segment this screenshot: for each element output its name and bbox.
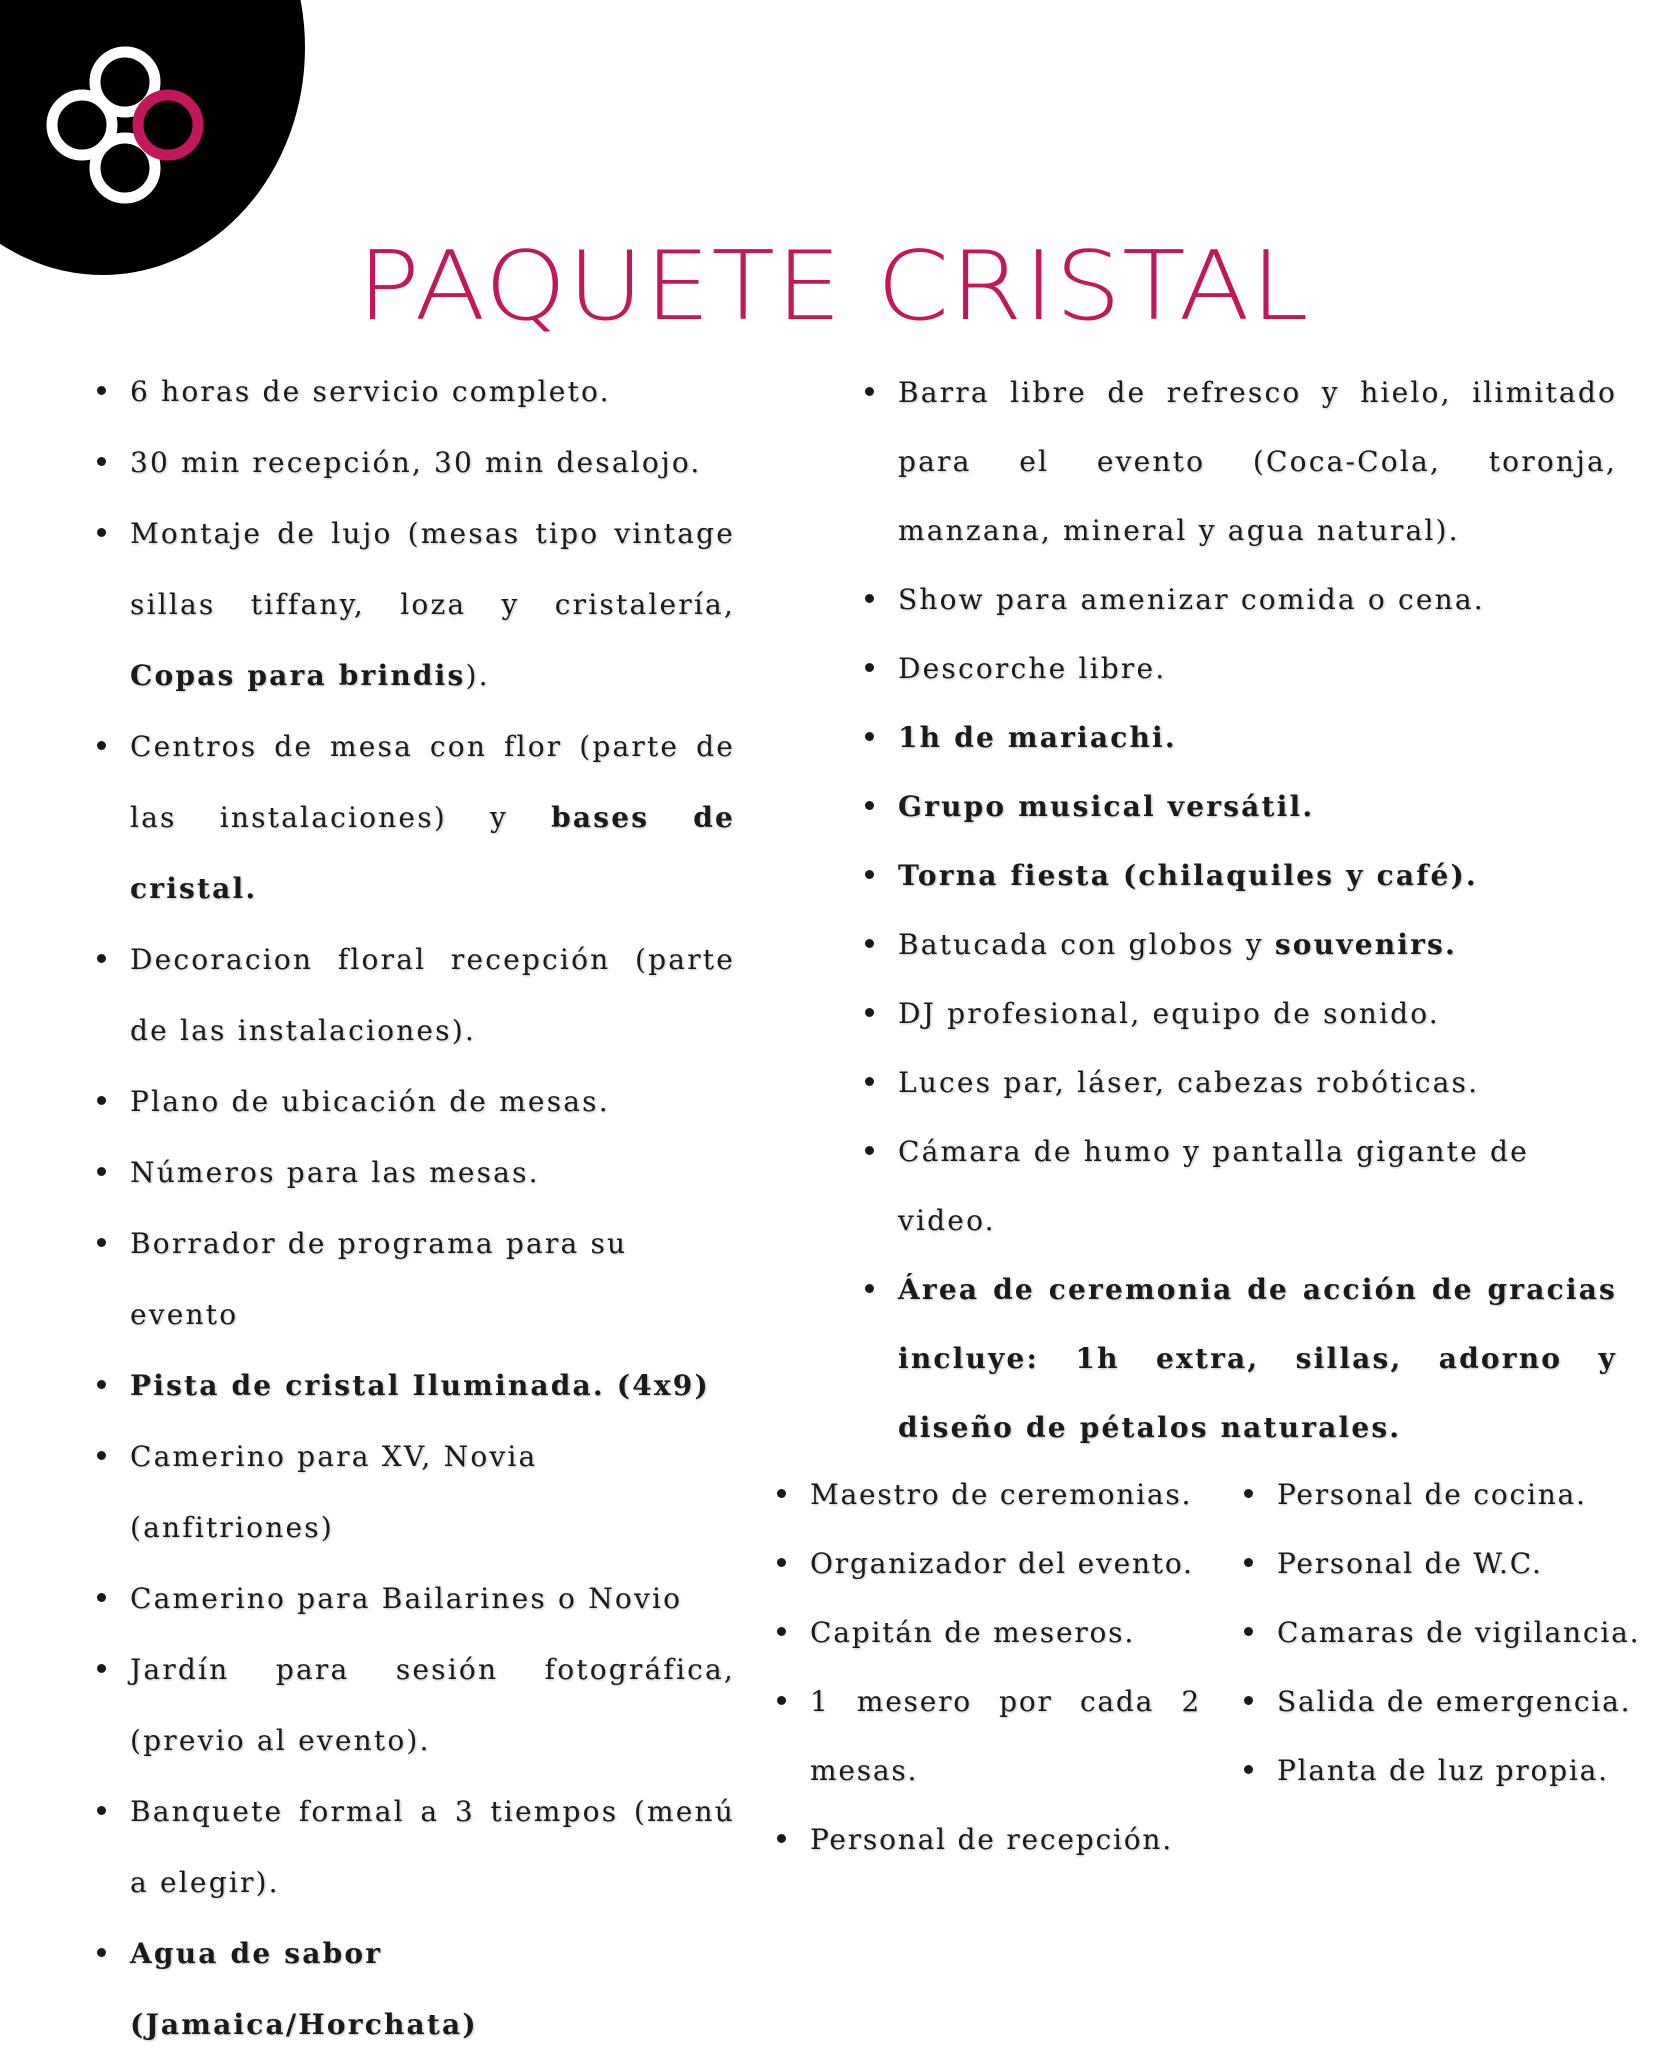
list-item [1244, 1667, 1644, 1736]
list-item [865, 703, 1617, 772]
item-text: Personal de recepción. [810, 1823, 1173, 1856]
item-text: Decoracion floral recepción (parte de las instalaciones). [130, 943, 735, 1047]
item-text: ). [465, 659, 490, 692]
list-item [97, 1421, 735, 1563]
item-text: 30 min recepción, 30 min desalojo. [130, 446, 702, 479]
item-text: Personal de cocina. [1277, 1478, 1587, 1511]
item-text: Montaje de lujo (mesas tipo vintage sillas tiffany, loza y cristalería, [130, 517, 735, 621]
list-item [865, 634, 1617, 703]
item-text: Camerino para Bailarines o Novio [130, 1582, 683, 1615]
list-item [777, 1667, 1201, 1805]
item-text: Show para amenizar comida o cena. [898, 583, 1485, 616]
interlocking-loops-icon [30, 30, 220, 220]
item-text: DJ profesional, equipo de sonido. [898, 997, 1440, 1030]
item-text: Luces par, láser, cabezas robóticas. [898, 1066, 1480, 1099]
item-text: Camerino para XV, Novia (anfitriones) [130, 1440, 538, 1544]
bold-text: Grupo musical versátil. [898, 790, 1315, 823]
item-text: Cámara de humo y pantalla gigante de video. [898, 1135, 1529, 1237]
item-text: Banquete formal a 3 tiempos (menú a elegir). [130, 1795, 735, 1899]
list-item [865, 358, 1617, 565]
list-item [97, 1776, 735, 1918]
list-item [1244, 1736, 1644, 1805]
bold-text: Torna fiesta (chilaquiles y café). [898, 859, 1478, 892]
list-item [1244, 1529, 1644, 1598]
list-item [865, 772, 1617, 841]
item-text: Barra libre de refresco y hielo, ilimitado para el evento (Coca-Cola, toronja, manzana, mineral y agua natural). [898, 376, 1617, 547]
bold-text: bases de cristal. [130, 801, 735, 905]
item-text: Centros de mesa con flor (parte de las instalaciones) y [130, 730, 735, 834]
list-item [865, 1048, 1617, 1117]
bold-text: Copas para brindis [130, 659, 466, 692]
item-text: Planta de luz propia. [1277, 1754, 1609, 1787]
bold-text: Área de ceremonia de acción de gracias incluye: 1h extra, sillas, adorno y diseño de pétalos naturales. [898, 1273, 1617, 1444]
list-item [777, 1598, 1201, 1667]
list-item [777, 1805, 1201, 1874]
left-feature-list [97, 356, 735, 2060]
list-item [97, 1350, 735, 1421]
item-text: 1 mesero por cada 2 mesas. [810, 1685, 1201, 1787]
item-text: Maestro de ceremonias. [810, 1478, 1193, 1511]
item-text: Borrador de programa para su evento [130, 1227, 628, 1331]
item-text: Descorche libre. [898, 652, 1167, 685]
list-item [97, 1066, 735, 1137]
item-text: Plano de ubicación de mesas. [130, 1085, 610, 1118]
list-item [97, 711, 735, 924]
list-item [777, 1529, 1201, 1598]
facilities-list [1244, 1460, 1644, 1805]
item-text: Números para las mesas. [130, 1156, 540, 1189]
list-item [865, 979, 1617, 1048]
item-text: 6 horas de servicio completo. [130, 375, 611, 408]
right-feature-list [865, 358, 1617, 1462]
list-item [97, 1634, 735, 1776]
bold-text: Pista de cristal Iluminada. (4x9) [130, 1369, 710, 1402]
list-item [865, 1255, 1617, 1462]
bold-text: Agua de sabor (Jamaica/Horchata) [130, 1937, 478, 2041]
item-text: Batucada con globos y [898, 928, 1275, 961]
list-item [865, 910, 1617, 979]
item-text: Jardín para sesión fotográfica, (previo al evento). [130, 1653, 735, 1757]
list-item [1244, 1598, 1644, 1667]
list-item [97, 427, 735, 498]
list-item [97, 924, 735, 1066]
list-item [865, 1117, 1617, 1255]
list-item [865, 841, 1617, 910]
page-title: PAQUETE CRISTAL [357, 229, 1310, 342]
list-item [97, 1918, 735, 2060]
item-text: Salida de emergencia. [1277, 1685, 1632, 1718]
list-item [1244, 1460, 1644, 1529]
list-item [865, 565, 1617, 634]
staff-list [777, 1460, 1201, 1874]
list-item [97, 1137, 735, 1208]
list-item [777, 1460, 1201, 1529]
bold-text: 1h de mariachi. [898, 721, 1177, 754]
list-item [97, 356, 735, 427]
item-text: Camaras de vigilancia. [1277, 1616, 1641, 1649]
bold-text: souvenirs. [1274, 928, 1457, 961]
item-text: Organizador del evento. [810, 1547, 1194, 1580]
list-item [97, 498, 735, 711]
list-item [97, 1208, 735, 1350]
item-text: Personal de W.C. [1277, 1547, 1543, 1580]
item-text: Capitán de meseros. [810, 1616, 1136, 1649]
list-item [97, 1563, 735, 1634]
